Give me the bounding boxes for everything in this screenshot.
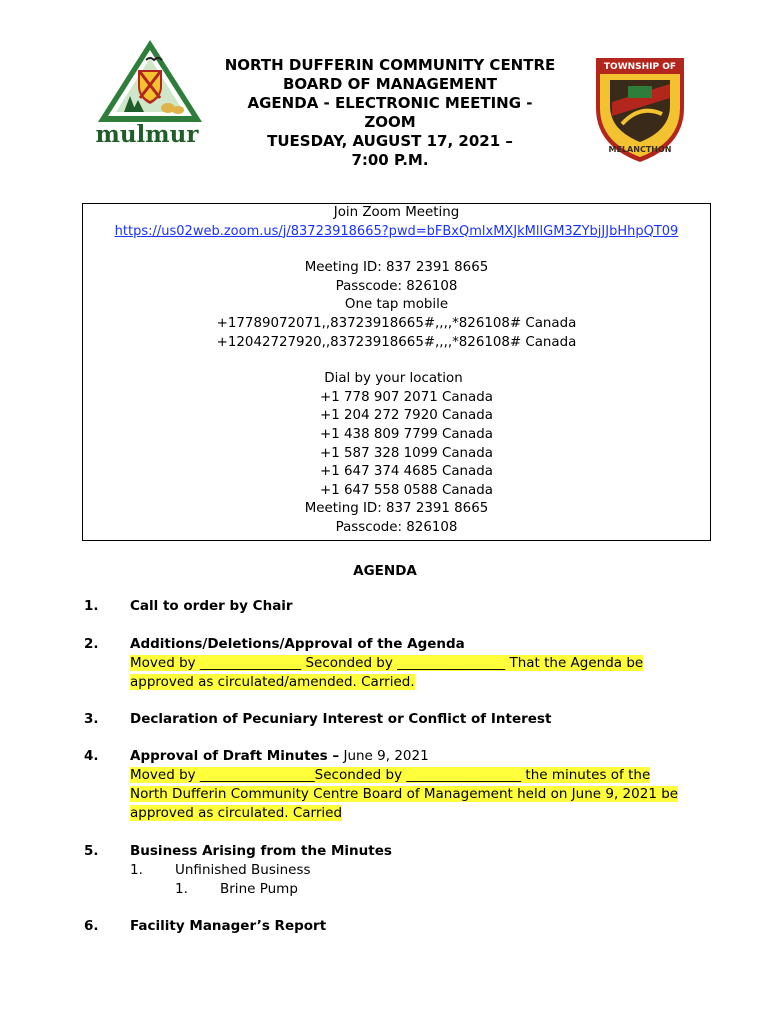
motion-text: North Dufferin Community Centre Board of Management held on June 9, 2021 be: [130, 786, 679, 802]
item-title: Call to order by Chair: [130, 598, 293, 614]
item-number: 5.: [84, 843, 99, 859]
crest-bottom-text: MELANCTHON: [608, 145, 672, 154]
sub-sub-item-number: 1.: [175, 881, 188, 897]
item-number: 3.: [84, 711, 99, 727]
meeting-id: Meeting ID: 837 2391 8665: [304, 501, 489, 517]
zoom-meeting-link[interactable]: https://us02web.zoom.us/j/83723918665?pwd=bFBxQmlxMXJkMllGM3ZYbjJJbHhpQT09: [114, 223, 679, 239]
sub-item-label: Unfinished Business: [175, 862, 311, 878]
title-line: TUESDAY, AUGUST 17, 2021 –: [267, 132, 513, 150]
meeting-id: Meeting ID: 837 2391 8665: [304, 260, 489, 276]
title-line: BOARD OF MANAGEMENT: [282, 75, 498, 93]
dial-number: +1 778 907 2071 Canada: [320, 389, 493, 405]
crest-top-text: TOWNSHIP OF: [603, 62, 677, 72]
title-line: 7:00 P.M.: [351, 151, 429, 169]
one-tap-number: +17789072071,,83723918665#,,,,*826108# Canada: [216, 315, 577, 331]
dial-number: +1 647 374 4685 Canada: [320, 464, 493, 480]
sub-sub-item-label: Brine Pump: [220, 881, 298, 897]
item-title: Approval of Draft Minutes –: [130, 748, 340, 764]
title-line: NORTH DUFFERIN COMMUNITY CENTRE: [224, 56, 556, 74]
dial-number: +1 204 272 7920 Canada: [320, 408, 493, 424]
title-line: ZOOM: [364, 113, 416, 131]
zoom-details-box: [82, 203, 711, 541]
item-number: 2.: [84, 636, 99, 652]
item-number: 4.: [84, 748, 99, 764]
mulmur-logo: [88, 36, 206, 148]
melancthon-crest: [592, 54, 688, 164]
item-title-date: June 9, 2021: [339, 748, 429, 764]
item-number: 1.: [84, 598, 99, 614]
item-number: 6.: [84, 918, 99, 934]
sub-item-number: 1.: [130, 862, 143, 878]
agenda-heading: AGENDA: [353, 563, 417, 579]
sub-sub-item: [130, 880, 710, 899]
dial-number: +1 587 328 1099 Canada: [320, 445, 493, 461]
item-title: Facility Manager’s Report: [130, 918, 327, 934]
passcode: Passcode: 826108: [335, 278, 458, 294]
item-title: Declaration of Pecuniary Interest or Conflict of Interest: [130, 711, 552, 727]
sub-item: [130, 861, 710, 880]
item-title: Additions/Deletions/Approval of the Agenda: [130, 636, 465, 652]
dial-label: Dial by your location: [324, 371, 463, 387]
mulmur-logo-graphic: [88, 36, 206, 148]
one-tap-label: One tap mobile: [344, 297, 449, 313]
mulmur-wordmark: mulmur: [95, 121, 199, 148]
title-line: AGENDA - ELECTRONIC MEETING -: [247, 94, 533, 112]
motion-text: approved as circulated/amended. Carried.: [130, 674, 415, 690]
motion-text: approved as circulated. Carried: [130, 805, 343, 821]
item-title: Business Arising from the Minutes: [130, 843, 392, 859]
one-tap-number: +12042727920,,83723918665#,,,,*826108# Canada: [216, 334, 577, 350]
dial-number: +1 438 809 7799 Canada: [320, 426, 493, 442]
agenda-title: [200, 56, 580, 170]
dial-number: +1 647 558 0588 Canada: [320, 482, 493, 498]
melancthon-crest-graphic: [592, 54, 688, 164]
motion-text: Moved by _______________ Seconded by ________________ That the Agenda be: [130, 655, 644, 671]
motion-text: Moved by _________________Seconded by _________________ the minutes of the: [130, 767, 651, 783]
join-zoom-label: Join Zoom Meeting: [333, 205, 460, 220]
passcode: Passcode: 826108: [335, 519, 458, 535]
